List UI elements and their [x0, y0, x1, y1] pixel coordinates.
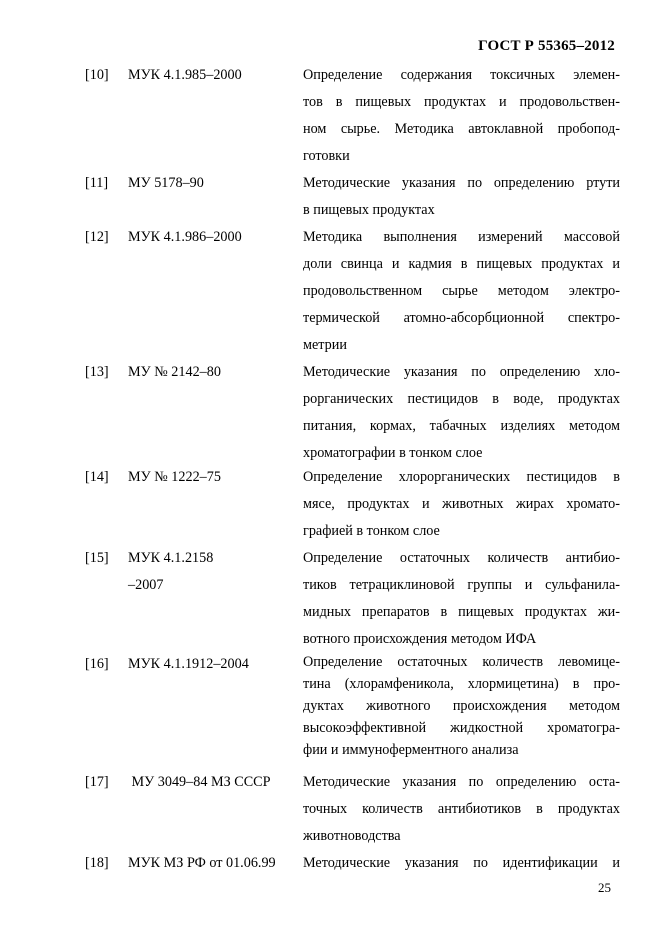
- reference-number: [13]: [85, 364, 109, 380]
- description-line: метрии: [303, 337, 347, 353]
- description-line: высокоэффективной жидкостной хроматогра-: [303, 720, 620, 736]
- reference-description: [303, 545, 620, 653]
- description-line: готовки: [303, 148, 350, 164]
- reference-description: [303, 170, 620, 224]
- reference-number: [15]: [85, 550, 109, 566]
- description-line: животноводства: [303, 828, 401, 844]
- description-line: точных количеств антибиотиков в продуктах: [303, 801, 620, 817]
- description-line: Определение содержания токсичных элемен-: [303, 67, 620, 83]
- reference-code: [128, 850, 298, 877]
- description-line: доли свинца и кадмия в пищевых продуктах и: [303, 256, 620, 272]
- description-line: хроматографии в тонком слое: [303, 445, 483, 461]
- reference-code: [128, 224, 298, 251]
- reference-code: [128, 464, 298, 491]
- description-line: графией в тонком слое: [303, 523, 440, 539]
- reference-number: [14]: [85, 469, 109, 485]
- reference-number: [10]: [85, 67, 109, 83]
- reference-number: [11]: [85, 175, 109, 191]
- description-line: Методические указания по определению ртути: [303, 175, 620, 191]
- reference-code: [128, 170, 298, 197]
- description-line: Методические указания по определению хло-: [303, 364, 620, 380]
- description-line: тиков тетрациклиновой группы и сульфанила-: [303, 577, 620, 593]
- description-line: тов в пищевых продуктах и продовольствен-: [303, 94, 620, 110]
- reference-code-line: МУК 4.1.986–2000: [128, 229, 242, 245]
- description-line: фии и иммуноферментного анализа: [303, 742, 519, 758]
- document-header: ГОСТ Р 55365–2012: [478, 38, 615, 54]
- reference-code: [128, 769, 298, 796]
- description-line: рорганических пестицидов в воде, продуктах: [303, 391, 620, 407]
- description-line: Методика выполнения измерений массовой: [303, 229, 620, 245]
- reference-number: [18]: [85, 855, 109, 871]
- description-line: Определение хлорорганических пестицидов в: [303, 469, 620, 485]
- reference-code-line: МУ № 2142–80: [128, 364, 221, 380]
- reference-description: [303, 651, 620, 761]
- description-line: мидных препаратов в пищевых продуктах жи-: [303, 604, 620, 620]
- reference-description: [303, 62, 620, 170]
- description-line: дуктах животного происхождения методом: [303, 698, 620, 714]
- reference-number: [12]: [85, 229, 109, 245]
- reference-description: [303, 850, 620, 877]
- description-line: ном сырье. Методика автоклавной пробопод-: [303, 121, 620, 137]
- reference-code-line: МУК 4.1.985–2000: [128, 67, 242, 83]
- page-number: 25: [598, 880, 611, 895]
- reference-number: [16]: [85, 656, 109, 672]
- description-line: Определение остаточных количеств левомице-: [303, 654, 620, 670]
- reference-description: [303, 464, 620, 545]
- description-line: мясе, продуктах и животных жирах хромато-: [303, 496, 620, 512]
- reference-code: [128, 62, 298, 89]
- reference-code-line: –2007: [128, 577, 164, 593]
- description-line: Определение остаточных количеств антибио-: [303, 550, 620, 566]
- description-line: вотного происхождения методом ИФА: [303, 631, 537, 647]
- reference-code-line: МУ № 1222–75: [128, 469, 221, 485]
- description-line: тина (хлорамфеникола, хлормицетина) в про-: [303, 676, 620, 692]
- description-line: термической атомно-абсорбционной спектро-: [303, 310, 620, 326]
- description-line: продовольственном сырье методом электро-: [303, 283, 620, 299]
- reference-number: [17]: [85, 774, 109, 790]
- reference-code: [128, 545, 298, 599]
- description-line: Методические указания по идентификации и: [303, 855, 620, 871]
- reference-description: [303, 224, 620, 359]
- description-line: в пищевых продуктах: [303, 202, 435, 218]
- reference-code-line: МУК 4.1.2158: [128, 550, 214, 566]
- reference-code-line: МУ 5178–90: [128, 175, 204, 191]
- description-line: Методические указания по определению оста-: [303, 774, 620, 790]
- reference-code: [128, 651, 298, 678]
- reference-code-line: МУ 3049–84 МЗ СССР: [128, 774, 271, 790]
- reference-code-line: МУК 4.1.1912–2004: [128, 656, 249, 672]
- reference-description: [303, 359, 620, 467]
- description-line: питания, кормах, табачных изделиях методом: [303, 418, 620, 434]
- reference-description: [303, 769, 620, 850]
- reference-code-line: МУК МЗ РФ от 01.06.99: [128, 855, 276, 871]
- reference-code: [128, 359, 298, 386]
